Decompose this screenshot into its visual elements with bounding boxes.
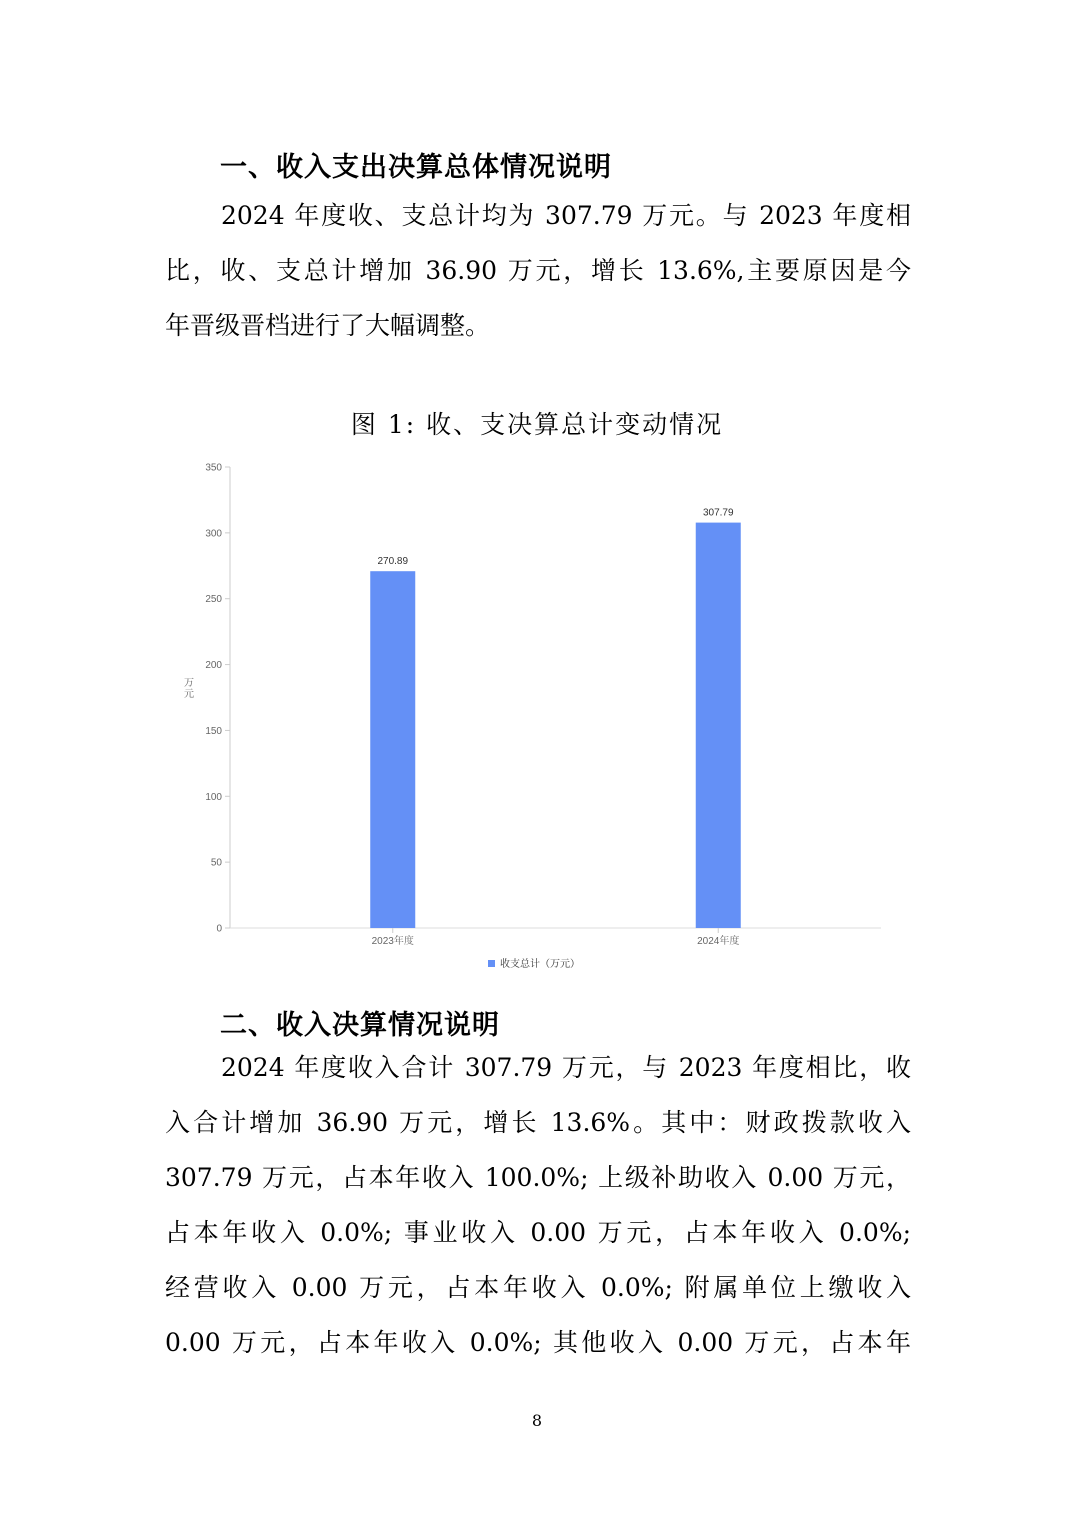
y-tick-label: 350 [205, 462, 222, 474]
section1-heading: 一、收入支出决算总体情况说明 [220, 152, 612, 183]
y-tick-label: 100 [205, 791, 222, 803]
section1-paragraph [165, 188, 911, 353]
bar-value-label: 307.79 [702, 507, 734, 519]
figure-title: 图 1: 收、支决算总计变动情况 [350, 410, 724, 439]
section2-line: 307.79 万元，占本年收入 100.0%; 上级补助收入 0.00 万元， [165, 1163, 911, 1192]
bar [696, 523, 741, 928]
section1-line: 比，收、支总计增加 36.90 万元，增长 13.6%,主要原因是今 [165, 256, 911, 285]
y-tick-label: 200 [205, 660, 222, 672]
y-tick-label: 150 [205, 725, 222, 737]
section2-line: 入合计增加 36.90 万元，增长 13.6%。其中：财政拨款收入 [165, 1108, 911, 1137]
x-tick-label: 2024年度 [697, 936, 740, 947]
page-number: 8 [531, 1411, 543, 1430]
section2-line: 2024 年度收入合计 307.79 万元，与 2023 年度相比，收 [221, 1053, 911, 1082]
x-tick-label: 2023年度 [371, 936, 414, 947]
bar [370, 571, 415, 928]
y-tick-label: 300 [205, 528, 222, 540]
legend-label: 收支总计（万元） [500, 959, 580, 970]
section2-line: 占本年收入 0.0%; 事业收入 0.00 万元，占本年收入 0.0%; [165, 1218, 911, 1247]
section1-line: 2024 年度收、支总计均为 307.79 万元。与 2023 年度相 [221, 201, 911, 230]
section2-line: 经营收入 0.00 万元，占本年收入 0.0%; 附属单位上缴收入 [165, 1273, 911, 1302]
bar-value-label: 270.89 [377, 556, 409, 568]
section2-paragraph [165, 1040, 911, 1370]
y-tick-label: 250 [205, 594, 222, 606]
section2-line: 0.00 万元，占本年收入 0.0%; 其他收入 0.00 万元，占本年 [165, 1328, 911, 1357]
section2-heading: 二、收入决算情况说明 [220, 1010, 500, 1041]
y-tick-label: 0 [216, 923, 222, 935]
y-tick-label: 50 [210, 857, 222, 869]
y-axis-label: 万元 [184, 678, 194, 700]
section1-line: 年晋级晋档进行了大幅调整。 [165, 311, 491, 340]
bar-chart [170, 455, 900, 985]
legend-swatch [488, 960, 495, 967]
